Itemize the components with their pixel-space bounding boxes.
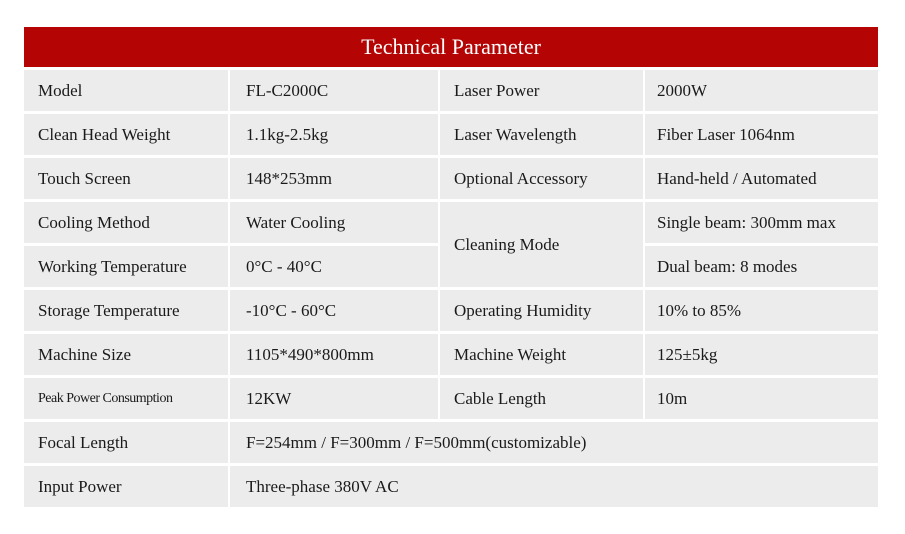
value-input-power: Three-phase 380V AC [230, 466, 878, 507]
label-laser-power: Laser Power [440, 70, 643, 111]
value-storage-temperature: -10°C - 60°C [230, 290, 438, 331]
label-clean-head-weight: Clean Head Weight [24, 114, 228, 155]
value-focal-length: F=254mm / F=300mm / F=500mm(customizable) [230, 422, 878, 463]
label-model: Model [24, 70, 228, 111]
value-cleaning-mode-dual: Dual beam: 8 modes [645, 246, 878, 287]
value-operating-humidity: 10% to 85% [645, 290, 878, 331]
label-cable-length: Cable Length [440, 378, 643, 419]
value-model: FL-C2000C [230, 70, 438, 111]
label-focal-length: Focal Length [24, 422, 228, 463]
label-touch-screen: Touch Screen [24, 158, 228, 199]
value-cooling-method: Water Cooling [230, 202, 438, 243]
label-peak-power-consumption: Peak Power Consumption [24, 378, 228, 419]
value-touch-screen: 148*253mm [230, 158, 438, 199]
label-optional-accessory: Optional Accessory [440, 158, 643, 199]
label-input-power: Input Power [24, 466, 228, 507]
value-machine-size: 1105*490*800mm [230, 334, 438, 375]
label-machine-size: Machine Size [24, 334, 228, 375]
label-storage-temperature: Storage Temperature [24, 290, 228, 331]
value-working-temperature: 0°C - 40°C [230, 246, 438, 287]
value-machine-weight: 125±5kg [645, 334, 878, 375]
table-title: Technical Parameter [24, 27, 878, 67]
label-laser-wavelength: Laser Wavelength [440, 114, 643, 155]
value-laser-power: 2000W [645, 70, 878, 111]
value-peak-power-consumption: 12KW [230, 378, 438, 419]
label-working-temperature: Working Temperature [24, 246, 228, 287]
label-machine-weight: Machine Weight [440, 334, 643, 375]
value-cable-length: 10m [645, 378, 878, 419]
label-cooling-method: Cooling Method [24, 202, 228, 243]
value-laser-wavelength: Fiber Laser 1064nm [645, 114, 878, 155]
value-cleaning-mode-single: Single beam: 300mm max [645, 202, 878, 243]
spec-sheet [24, 27, 878, 507]
value-optional-accessory: Hand-held / Automated [645, 158, 878, 199]
value-clean-head-weight: 1.1kg-2.5kg [230, 114, 438, 155]
spec-table [24, 70, 878, 507]
label-cleaning-mode: Cleaning Mode [440, 202, 643, 287]
label-operating-humidity: Operating Humidity [440, 290, 643, 331]
